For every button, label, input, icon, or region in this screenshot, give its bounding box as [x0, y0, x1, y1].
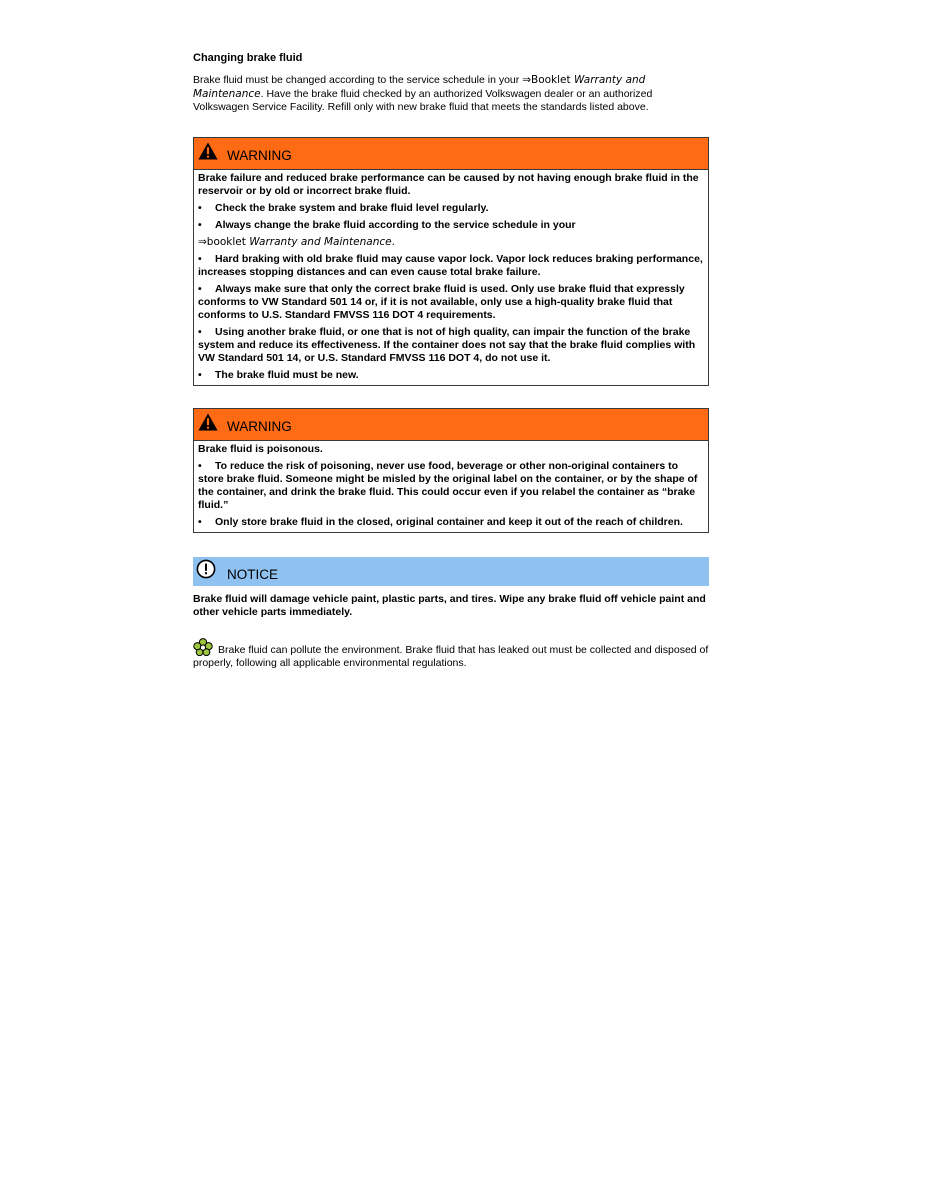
warning-title: WARNING: [227, 147, 292, 163]
bullet-icon: •: [198, 368, 202, 381]
warning-reference-line: [198, 236, 704, 249]
warning-lead: Brake fluid is poisonous.: [198, 442, 323, 455]
warning-bullet-item: [198, 326, 704, 365]
bullet-text: To reduce the risk of poisoning, never use food, beverage or other non-original containers to store brake fluid. Someone might be misled by the original label on the container, or by the shape of the container, and drink the brake fluid. This could occur even if you relabel the container as “brake fluid.”: [198, 459, 698, 511]
warning-bullet-item: [198, 516, 704, 529]
notice-header: [193, 557, 709, 586]
section-title: Changing brake fluid: [193, 52, 303, 64]
warning-bullet-item: [198, 219, 704, 232]
intro-text-2: . Have the brake fluid checked by an authorized Volkswagen dealer or an authorized Volkswagen Service Facility. Refill only with new brake fluid that meets the standards listed above.: [193, 87, 653, 113]
warning-body: [194, 441, 708, 532]
warning-box-brake-failure: [193, 137, 709, 386]
warning-bullet-item: [198, 253, 704, 279]
warning-header: [194, 409, 708, 441]
warning-triangle-icon: [198, 413, 218, 431]
booklet-reference: ⇒Booklet: [522, 74, 574, 86]
bullet-text: Always make sure that only the correct brake fluid is used. Only use brake fluid that expressly conforms to VW Standard 501 14 or, if it is not available, only use a high-quality brake fluid that conforms to U.S. Standard FMVSS 116 DOT 4 requirements.: [198, 282, 685, 321]
booklet-reference: ⇒booklet: [198, 235, 250, 248]
warning-bullet-item: [198, 369, 704, 382]
bullet-icon: •: [198, 252, 202, 265]
bullet-text: The brake fluid must be new.: [215, 368, 359, 381]
intro-text-1: Brake fluid must be changed according to the service schedule in your: [193, 74, 523, 86]
bullet-text: Using another brake fluid, or one that is not of high quality, can impair the function of the brake system and reduce its effectiveness. If the container does not say that the brake fluid complies with VW Standard 501 14, or U.S. Standard FMVSS 116 DOT 4, do not use it.: [198, 325, 696, 364]
warning-body: [194, 170, 708, 385]
bullet-icon: •: [198, 282, 202, 295]
environment-note: [193, 638, 709, 671]
warning-box-poisonous: [193, 408, 709, 533]
notice-exclamation-circle-icon: [196, 559, 216, 579]
reference-end: .: [391, 235, 395, 248]
environment-flower-icon: [193, 638, 213, 656]
warning-bullet-item: [198, 283, 704, 322]
bullet-icon: •: [198, 325, 202, 338]
bullet-icon: •: [198, 515, 202, 528]
bullet-text: Check the brake system and brake fluid level regularly.: [215, 201, 489, 214]
bullet-text: Only store brake fluid in the closed, original container and keep it out of the reach of children.: [215, 515, 683, 528]
warning-lead: Brake failure and reduced brake performance can be caused by not having enough brake fluid in the reservoir or by old or incorrect brake fluid.: [198, 171, 699, 197]
intro-paragraph: [193, 74, 709, 115]
bullet-text: Always change the brake fluid according to the service schedule in your: [215, 218, 576, 231]
notice-text: Brake fluid will damage vehicle paint, plastic parts, and tires. Wipe any brake fluid off vehicle paint and other vehicle parts immediately.: [193, 592, 706, 618]
warning-triangle-icon: [198, 142, 218, 160]
bullet-icon: •: [198, 218, 202, 231]
notice-title: NOTICE: [227, 566, 279, 582]
bullet-text: Hard braking with old brake fluid may cause vapor lock. Vapor lock reduces braking performance, increases stopping distances and can even cause total brake failure.: [198, 252, 703, 278]
page-content: [193, 50, 709, 671]
environment-text: Brake fluid can pollute the environment. Brake fluid that has leaked out must be collected and disposed of properly, following all applicable environmental regulations.: [193, 643, 709, 669]
booklet-title: Warranty and Maintenance: [193, 74, 646, 100]
bullet-icon: •: [198, 201, 202, 214]
booklet-title: Warranty and Maintenance: [249, 235, 392, 248]
warning-bullet-item: [198, 460, 704, 512]
bullet-icon: •: [198, 459, 202, 472]
warning-title: WARNING: [227, 418, 292, 434]
warning-bullet-item: [198, 202, 704, 215]
warning-header: [194, 138, 708, 170]
